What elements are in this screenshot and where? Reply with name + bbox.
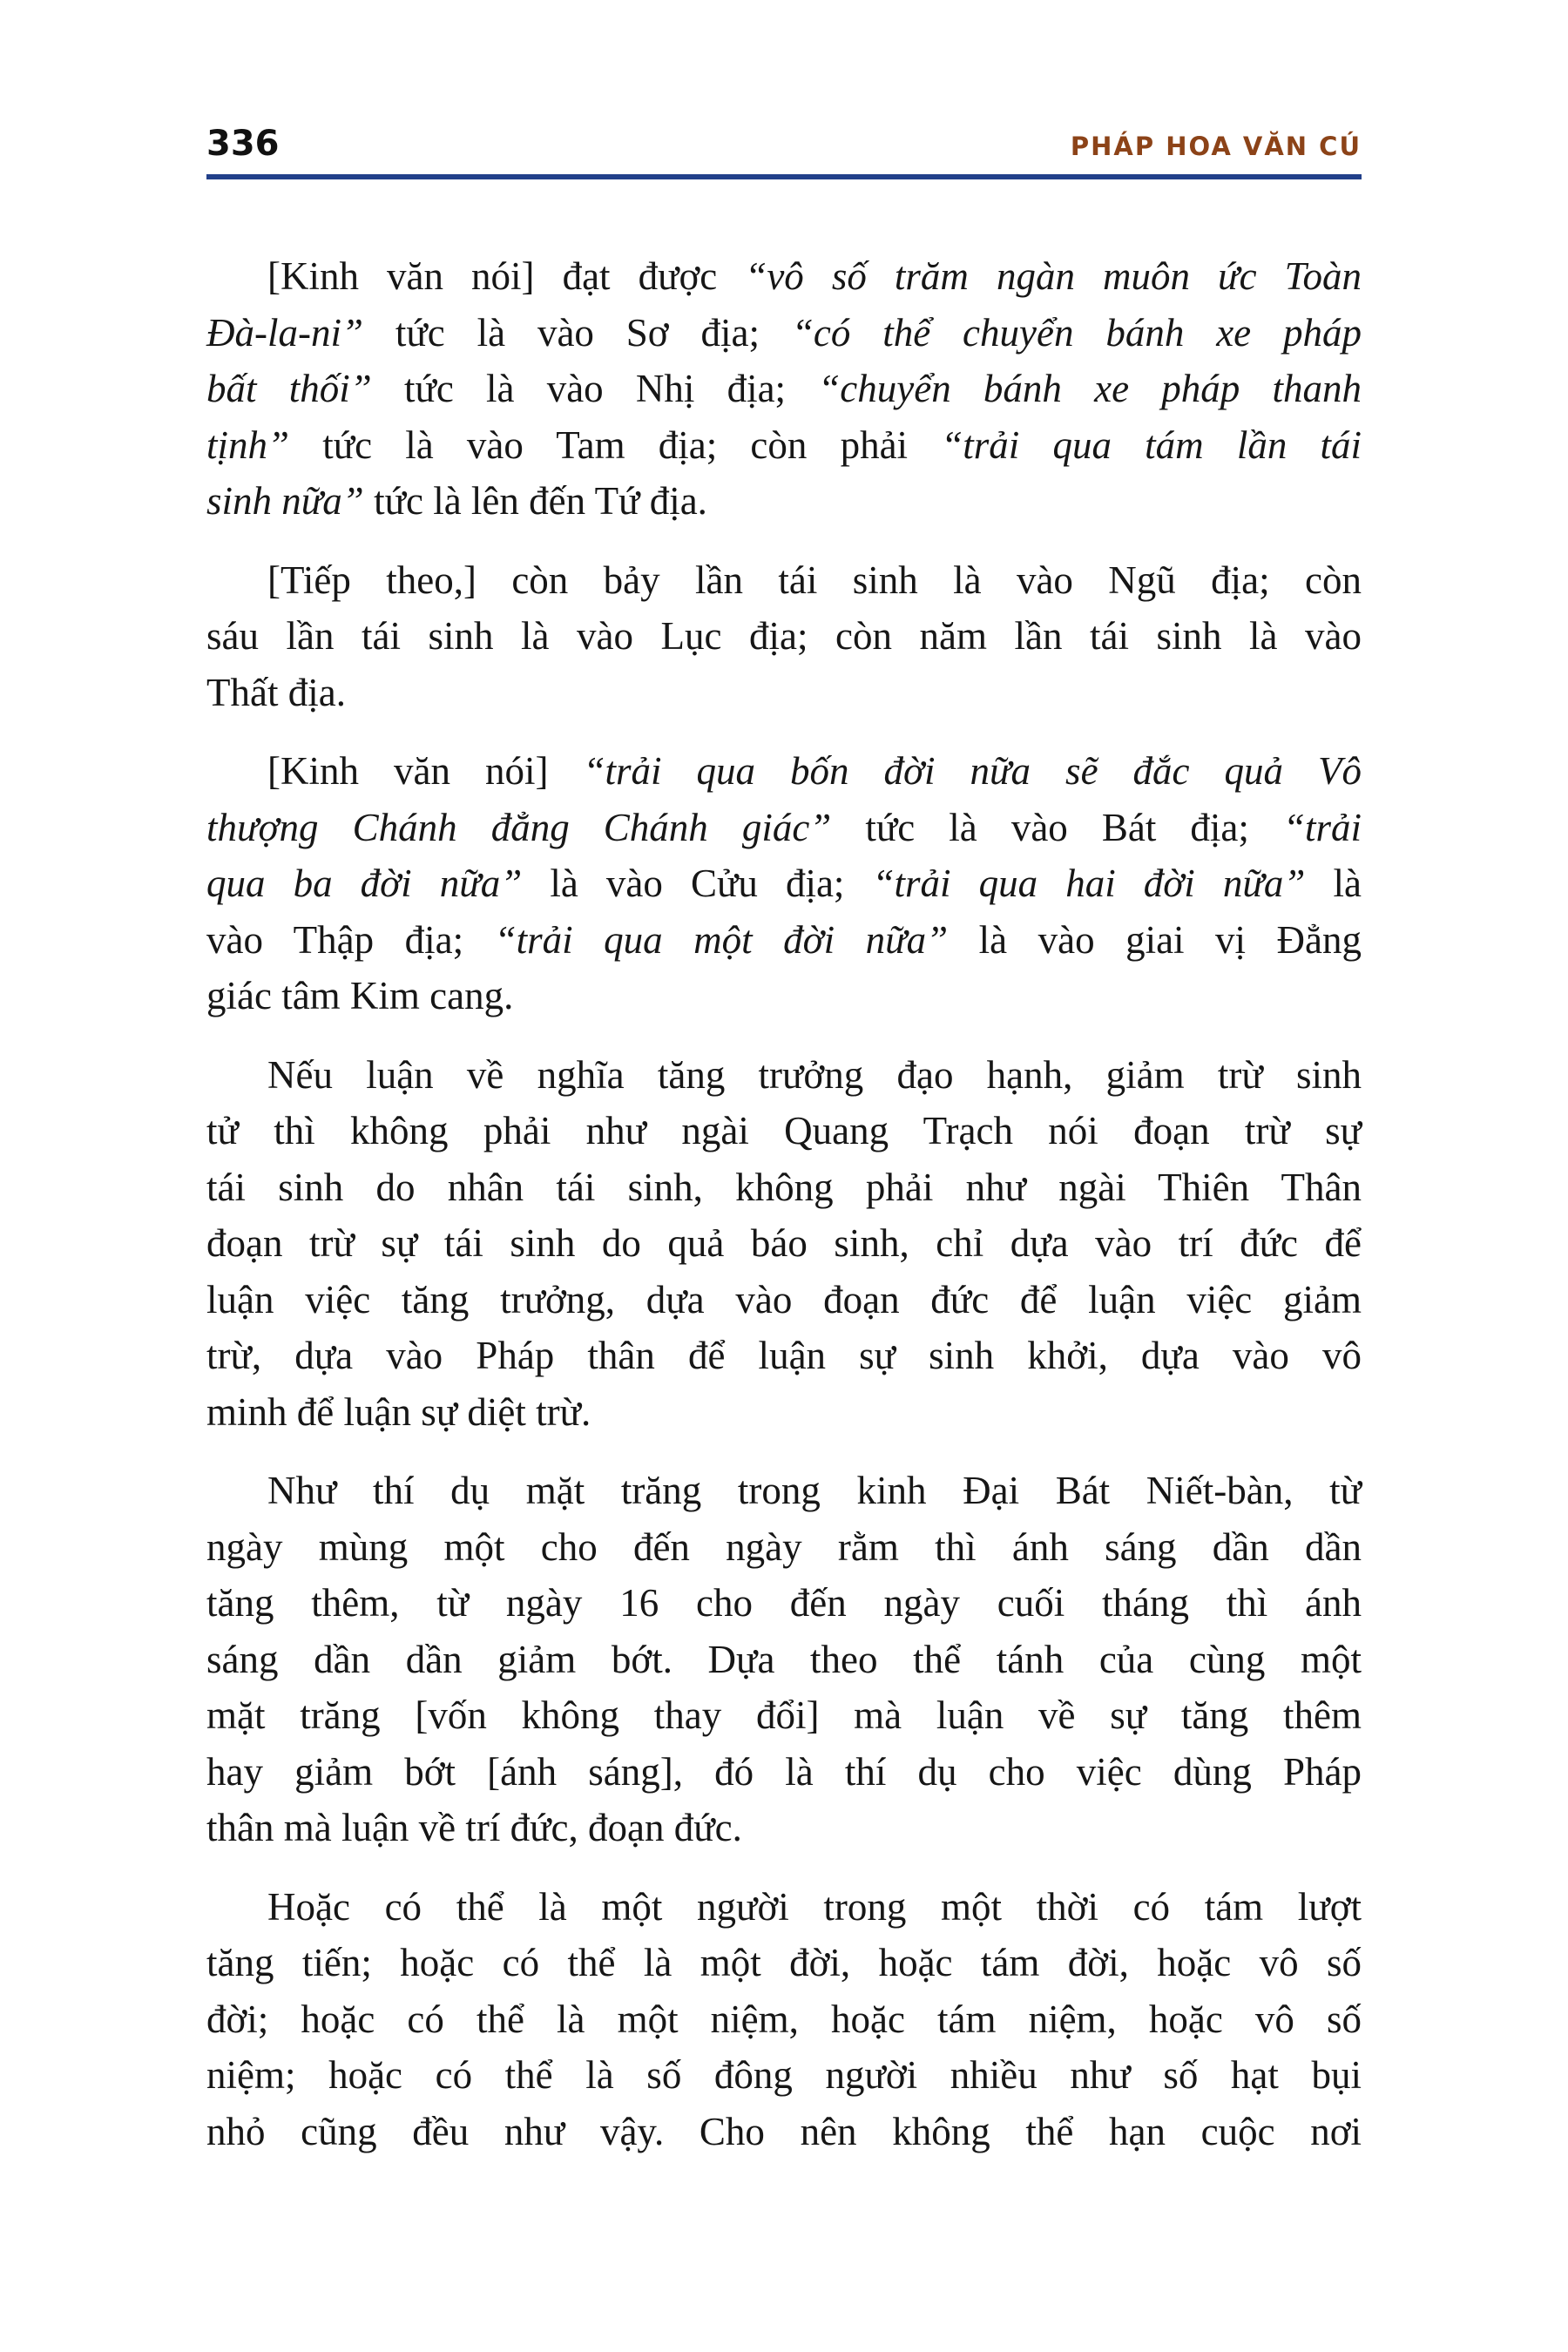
italic-quote: “trải qua tám lần tái (941, 422, 1362, 467)
text-segment: đoạn trừ sự tái sinh do quả báo sinh, chỉ dựa vào trí đức để (206, 1221, 1362, 1265)
text-segment: luận việc tăng trưởng, dựa vào đoạn đức để luận việc giảm (206, 1277, 1362, 1321)
italic-quote: bất thối” (206, 367, 372, 410)
text-line (206, 1519, 1362, 1576)
paragraph (206, 1047, 1362, 1441)
italic-quote: “trải qua hai đời nữa” (872, 862, 1306, 905)
text-segment: Thất địa. (206, 670, 346, 714)
text-line (206, 1047, 1362, 1104)
text-line (206, 2047, 1362, 2104)
text-line (206, 552, 1362, 609)
text-segment: Nếu luận về nghĩa tăng trưởng đạo hạnh, giảm trừ sinh (267, 1052, 1362, 1097)
text-segment: [Kinh văn nói] (267, 749, 584, 793)
text-line (206, 1991, 1362, 2048)
text-segment: tăng thêm, từ ngày 16 cho đến ngày cuối tháng thì ánh (206, 1581, 1362, 1625)
text-line (206, 361, 1362, 417)
text-segment: là vào giai vị Đẳng (948, 917, 1362, 962)
text-line (206, 417, 1362, 474)
text-segment: tăng tiến; hoặc có thể là một đời, hoặc tám đời, hoặc vô số (206, 1941, 1362, 1984)
italic-quote: “trải qua bốn đời nữa sẽ đắc quả Vô (583, 749, 1362, 793)
running-title: PHÁP HOA VĂN CÚ (1070, 132, 1362, 161)
italic-quote: “trải (1282, 805, 1362, 849)
italic-quote: thượng Chánh đẳng Chánh giác” (206, 805, 832, 849)
italic-quote: “trải qua một đời nữa” (494, 917, 949, 962)
text-segment: hay giảm bớt [ánh sáng], đó là thí dụ cho việc dùng Pháp (206, 1749, 1362, 1794)
body-text (206, 248, 1362, 2182)
italic-quote: sinh nữa” (206, 479, 364, 523)
text-segment: tức là lên đến Tứ địa. (363, 479, 707, 523)
paragraph (206, 743, 1362, 1024)
text-segment: vào Thập địa; (206, 917, 495, 962)
text-segment: niệm; hoặc có thể là số đông người nhiều như số hạt bụi (206, 2053, 1362, 2097)
text-line (206, 1384, 1362, 1441)
text-segment: sáng dần dần giảm bớt. Dựa theo thể tánh của cùng một (206, 1637, 1362, 1681)
text-segment: là (1305, 862, 1362, 905)
text-segment: trừ, dựa vào Pháp thân để luận sự sinh khởi, dựa vào vô (206, 1334, 1362, 1377)
text-line (206, 1575, 1362, 1632)
italic-quote: “có thể chuyển bánh xe pháp (791, 310, 1362, 355)
paragraph (206, 1879, 1362, 2160)
paragraph (206, 248, 1362, 530)
text-segment: tức là vào Bát địa; (831, 805, 1283, 849)
italic-quote: “vô số trăm ngàn muôn ức Toàn (745, 254, 1362, 298)
text-line (206, 1103, 1362, 1159)
text-segment: Như thí dụ mặt trăng trong kinh Đại Bát Niết-bàn, từ (267, 1469, 1362, 1512)
text-segment: Hoặc có thể là một người trong một thời có tám lượt (267, 1884, 1362, 1929)
text-segment: sáu lần tái sinh là vào Lục địa; còn năm lần tái sinh là vào (206, 614, 1362, 658)
text-line (206, 1272, 1362, 1328)
text-segment: ngày mùng một cho đến ngày rằm thì ánh sáng dần dần (206, 1524, 1362, 1569)
page-header (206, 122, 1362, 179)
header-rule (206, 174, 1362, 179)
text-segment: tức là vào Tam địa; còn phải (289, 422, 942, 467)
text-line (206, 608, 1362, 665)
text-line (206, 305, 1362, 362)
text-line (206, 2104, 1362, 2160)
text-line (206, 1632, 1362, 1688)
text-line (206, 1800, 1362, 1856)
text-segment: là vào Cửu địa; (522, 862, 873, 905)
text-segment: nhỏ cũng đều như vậy. Cho nên không thể hạn cuộc nơi (206, 2109, 1362, 2153)
text-segment: tức là vào Sơ địa; (363, 310, 792, 355)
text-line (206, 1463, 1362, 1519)
text-line (206, 665, 1362, 721)
text-segment: [Tiếp theo,] còn bảy lần tái sinh là vào Ngũ địa; còn (267, 558, 1362, 602)
text-line (206, 1328, 1362, 1384)
text-segment: [Kinh văn nói] đạt được (267, 254, 746, 298)
italic-quote: qua ba đời nữa” (206, 862, 523, 905)
text-segment: giác tâm Kim cang. (206, 974, 514, 1017)
paragraph (206, 1463, 1362, 1856)
text-line (206, 800, 1362, 856)
text-segment: minh để luận sự diệt trừ. (206, 1389, 591, 1434)
text-line (206, 1687, 1362, 1744)
text-segment: thân mà luận về trí đức, đoạn đức. (206, 1806, 742, 1849)
text-line (206, 743, 1362, 800)
italic-quote: tịnh” (206, 422, 290, 467)
paragraph (206, 552, 1362, 721)
text-line (206, 968, 1362, 1024)
text-line (206, 473, 1362, 530)
italic-quote: Đà-la-ni” (206, 310, 363, 355)
text-segment: tử thì không phải như ngài Quang Trạch nói đoạn trừ sự (206, 1109, 1362, 1152)
text-segment: mặt trăng [vốn không thay đổi] mà luận về sự tăng thêm (206, 1693, 1362, 1737)
text-line (206, 1879, 1362, 1936)
text-line (206, 855, 1362, 912)
text-line (206, 1935, 1362, 1991)
text-line (206, 248, 1362, 305)
text-line (206, 1215, 1362, 1272)
text-segment: đời; hoặc có thể là một niệm, hoặc tám niệm, hoặc vô số (206, 1997, 1362, 2041)
text-line (206, 1744, 1362, 1801)
text-segment: tái sinh do nhân tái sinh, không phải như ngài Thiên Thân (206, 1165, 1362, 1209)
text-segment: tức là vào Nhị địa; (371, 367, 819, 410)
italic-quote: “chuyển bánh xe pháp thanh (818, 367, 1362, 410)
page-number: 336 (206, 124, 280, 164)
text-line (206, 1159, 1362, 1216)
text-line (206, 912, 1362, 969)
